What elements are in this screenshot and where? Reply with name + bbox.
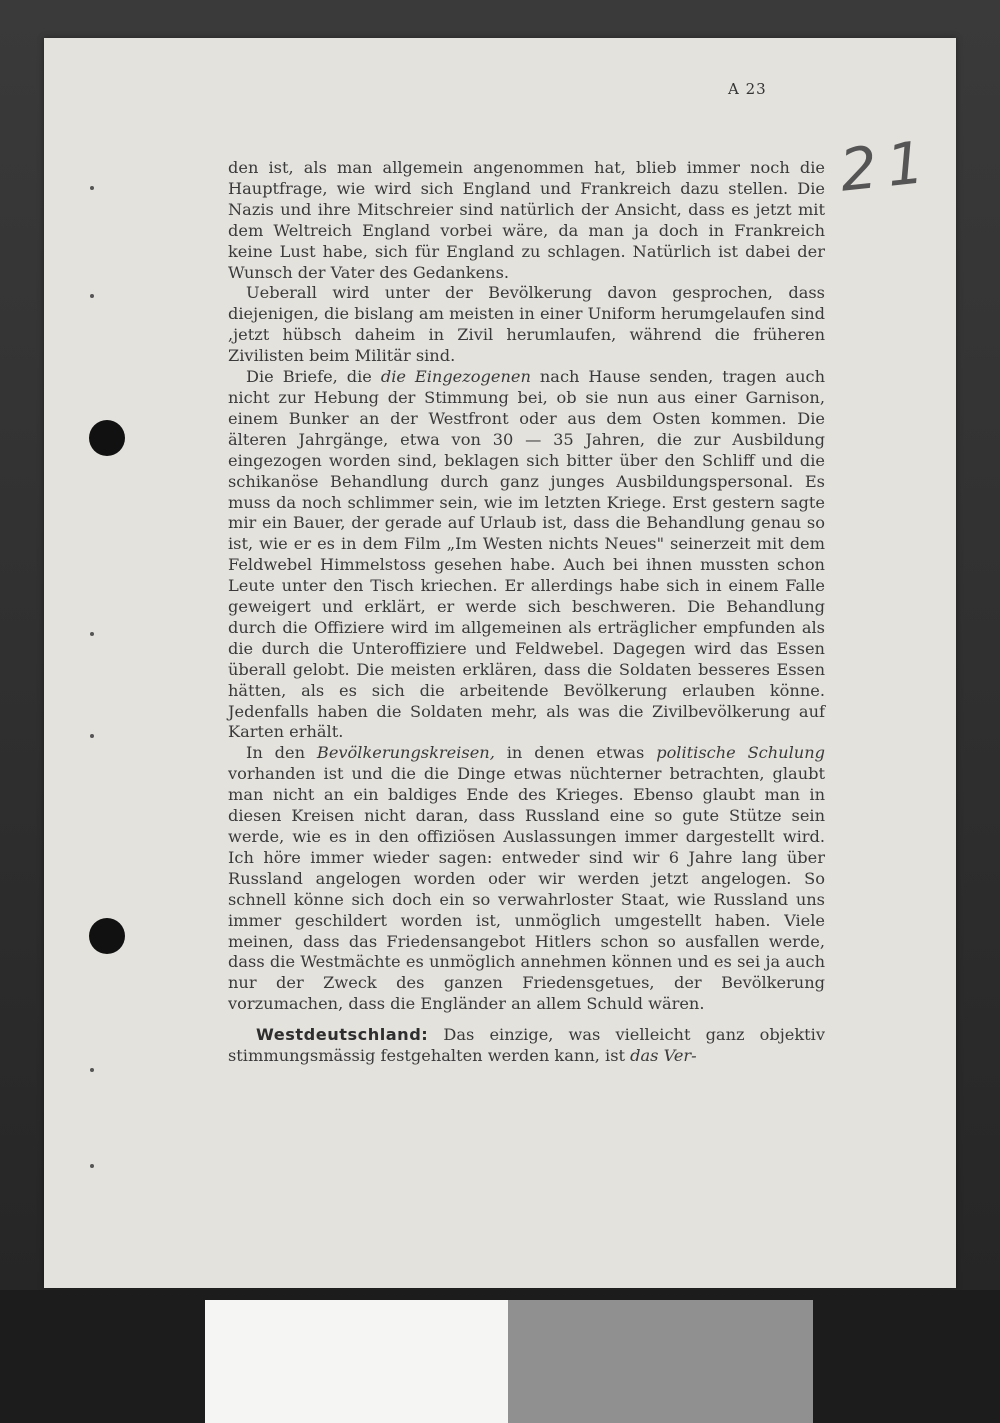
margin-dot	[90, 734, 94, 738]
margin-dot	[90, 1068, 94, 1072]
punch-hole-top	[89, 420, 125, 456]
paragraph	[228, 367, 825, 743]
text-segment: in denen etwas	[494, 743, 657, 763]
paragraph	[228, 1025, 825, 1067]
margin-dot	[90, 632, 94, 636]
text-segment: nach Hause senden, tragen auch nicht zur Hebung der Stimmung bei, ob sie nun aus einer Garnison, einem Bunker an der Westfront oder aus dem Osten kommen. Die älteren Jahrgänge, etwa von 30 — 35 Jahren, die zur Ausbildung eingezogen worden sind, beklagen sich bitter über den Schliff und die schikanöse Behandlung durch ganz junges Ausbildungspersonal. Es muss da noch schlimmer sein, wie im letzten Kriege. Erst gestern sagte mir ein Bauer, der gerade auf Urlaub ist, dass die Behandlung genau so ist, wie er es in dem Film „Im Westen nichts Neues" seinerzeit mit dem Feldwebel Himmelstoss gesehen habe. Auch bei ihnen mussten schon Leute unter den Tisch kriechen. Er allerdings habe sich in einem Falle geweigert und erklärt, er werde sich beschweren. Die Behandlung durch die Offiziere wird im allgemeinen als erträglicher empfunden als die durch die Unteroffiziere und Feldwebel. Dagegen wird das Essen überall gelobt. Die meisten erklären, dass die Soldaten besseres Essen hätten, als es sich die arbeitende Bevölkerung erlauben könne. Jedenfalls haben die Soldaten mehr, als was die Zivilbevölkerung auf Karten erhält.	[228, 367, 825, 742]
text-segment: Ueberall wird unter der Bevölkerung davon gesprochen, dass diejenigen, die bislang am meisten in einer Uniform herumgelaufen sind ,jetzt hübsch daheim in Zivil herumlaufen, während die früheren Zivilisten beim Militär sind.	[228, 283, 825, 366]
punch-hole-bottom	[89, 918, 125, 954]
text-segment: Die Briefe, die	[246, 367, 381, 387]
text-segment: politische Schulung	[656, 743, 825, 763]
paragraph	[228, 283, 825, 367]
text-segment: das Ver-	[630, 1046, 697, 1066]
margin-dot	[90, 294, 94, 298]
handwritten-page-number: 21	[836, 127, 938, 205]
text-segment: den ist, als man allgemein angenommen hat, blieb immer noch die Hauptfrage, wie wird sich England und Frankreich dazu stellen. Die Nazis und ihre Mitschreier sind natürlich der Ansicht, dass es jetzt mit dem Weltreich England vorbei wäre, da man ja doch in Frankreich keine Lust habe, sich für England zu schlagen. Natürlich ist dabei der Wunsch der Vater des Gedankens.	[228, 158, 825, 282]
text-segment: Bevölkerungskreisen,	[316, 743, 495, 763]
white-calibration-card	[205, 1300, 508, 1423]
text-segment: die Eingezogenen	[380, 367, 531, 387]
section-heading: Westdeutschland:	[256, 1025, 429, 1045]
paragraph	[228, 158, 825, 283]
text-segment: vorhanden ist und die die Dinge etwas nüchterner betrachten, glaubt man nicht an ein baldiges Ende des Krieges. Ebenso glaubt man in diesen Kreisen nicht daran, dass Russland eine so gute Stütze sein werde, wie es in den offiziösen Auslassungen immer dargestellt wird. Ich höre immer wieder sagen: entweder sind wir 6 Jahre lang über Russland angelogen worden oder wir werden jetzt angelogen. So schnell könne sich doch ein so verwahrloster Staat, wie Russland uns immer geschildert worden ist, unmöglich umgestellt haben. Viele meinen, dass das Friedensangebot Hitlers schon so ausfallen werde, dass die Westmächte es unmöglich annehmen können und es sei ja auch nur der Zweck des ganzen Friedensgetues, der Bevölkerung vorzumachen, dass die Engländer an allem Schuld wären.	[228, 764, 825, 1014]
page-label: A 23	[728, 80, 767, 98]
margin-dot	[90, 1164, 94, 1168]
margin-dot	[90, 186, 94, 190]
text-segment: Das einzige, was vielleicht ganz objektiv stimmungsmässig festgehalten werden kann, ist	[228, 1025, 825, 1066]
text-segment: In den	[246, 743, 317, 763]
paragraph	[228, 743, 825, 1015]
gray-calibration-card	[508, 1300, 813, 1423]
document-body	[228, 158, 825, 1067]
